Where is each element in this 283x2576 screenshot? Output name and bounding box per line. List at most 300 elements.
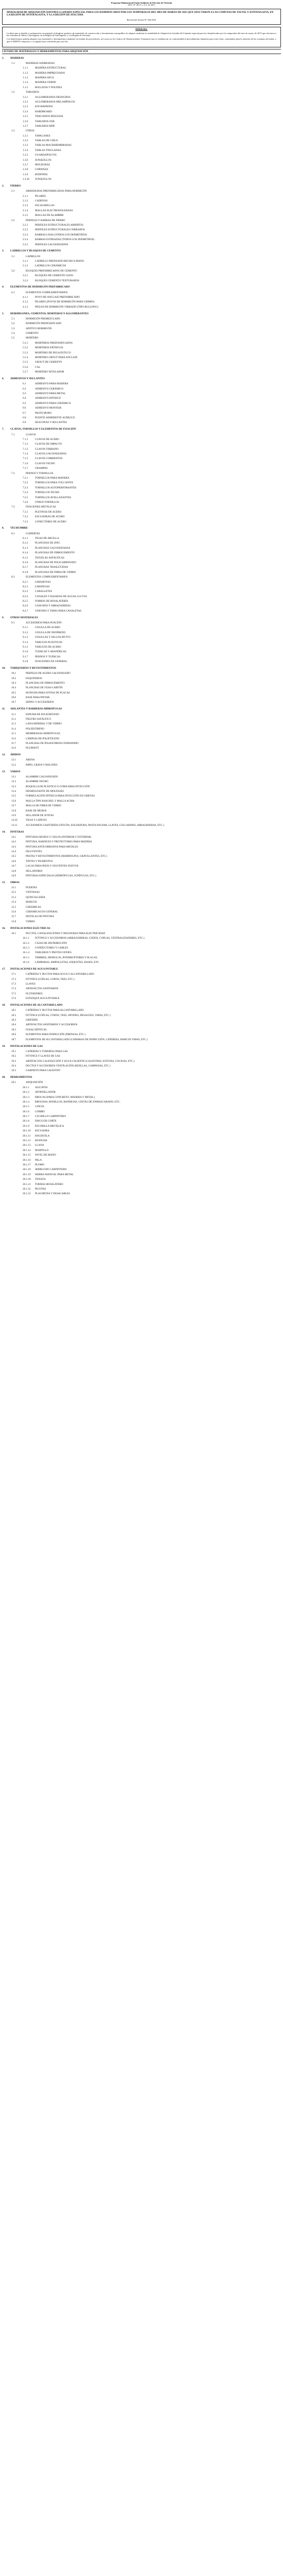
list-item xyxy=(2,341,281,346)
resolution-number: Resolución Exenta N° 434/2015 xyxy=(127,18,156,21)
item-number: 20.1.6 xyxy=(23,1110,29,1113)
list-item xyxy=(2,1187,281,1192)
item-number: 17.4 xyxy=(11,987,16,991)
item-label: ATORNILLADOR xyxy=(35,1091,56,1094)
materials-list xyxy=(2,55,281,1197)
item-label: PISTOLAS DE PINTURA xyxy=(26,915,55,919)
item-number: 8.2.6 xyxy=(23,604,28,608)
item-number: 13.3 xyxy=(11,785,16,788)
item-label: INSTALACIONES DE AGUA POTABLE xyxy=(10,968,58,971)
list-item xyxy=(2,447,281,452)
list-item xyxy=(2,520,281,524)
item-label: ADHESIVO CERÁMICO xyxy=(35,387,64,391)
list-item xyxy=(2,100,281,105)
item-label: LIMAHOYAS xyxy=(35,580,51,584)
item-number: 11.4 xyxy=(11,727,16,731)
list-item xyxy=(2,1090,281,1095)
item-number: 11.5 xyxy=(11,732,16,736)
item-label: FOSAS SÉPTICAS xyxy=(26,1028,47,1031)
item-number: 16.1.1 xyxy=(23,937,29,940)
item-number: 8.2.2 xyxy=(23,585,28,588)
item-number: 20.1.1 xyxy=(23,1086,29,1089)
item-label: PLANCHAS DE YESO-CARTÓN xyxy=(26,686,63,690)
list-item xyxy=(2,946,281,951)
item-number: 9.1.2 xyxy=(23,631,28,634)
item-number: 7.2.1 xyxy=(23,477,28,480)
list-item xyxy=(2,595,281,599)
item-number: 18.4 xyxy=(11,1023,16,1027)
item-label: SELLADORES xyxy=(26,869,43,873)
item-number: 9.1.5 xyxy=(23,645,28,649)
item-number: 16. xyxy=(2,926,6,930)
section-heading xyxy=(2,1043,281,1049)
item-label: ENCHAPADOS xyxy=(35,105,53,109)
item-label: TABLEROS OSB xyxy=(35,120,55,123)
list-item xyxy=(2,804,281,808)
item-number: 20.1.4 xyxy=(23,1100,29,1104)
item-number: 1.3.3 xyxy=(23,144,28,147)
item-label: BOQUILLA DE PLÁSTICO O GOMA PARA INYECCIÓN xyxy=(26,785,90,788)
item-label: ADHESIVO PARA METAL xyxy=(35,392,66,396)
item-label: ARTEFACTOS SANITARIOS xyxy=(26,987,59,991)
list-item xyxy=(2,789,281,794)
item-number: 7.1.2 xyxy=(23,443,28,446)
item-number: 2.1.3 xyxy=(23,204,28,208)
list-item xyxy=(2,291,281,295)
list-item xyxy=(2,331,281,336)
item-number: 3.2.2 xyxy=(23,279,28,282)
item-label: FITTINGS (COPLAS, CODOS, TEES, SIFONES, DESAGÜES, TAPAS, ETC.) xyxy=(26,1013,111,1017)
list-item xyxy=(2,713,281,717)
item-label: JUNQUILLOS xyxy=(35,158,51,162)
item-label: TABLAS DE CIELO xyxy=(35,139,58,143)
definition-title: Definición: xyxy=(135,28,148,31)
item-label: SILICONAS Y SELLANTES xyxy=(35,421,67,425)
list-item xyxy=(2,635,281,640)
list-item xyxy=(2,659,281,664)
item-label: MALLA DE FIBRA DE VIDRIO xyxy=(26,804,61,808)
list-item xyxy=(2,1080,281,1085)
list-item xyxy=(2,336,281,341)
item-label: TABLAS TINGLADAS xyxy=(35,148,61,152)
list-item xyxy=(2,213,281,218)
item-label: PLANCHAS DE FIBROCEMENTO xyxy=(26,681,65,685)
item-number: 6.1 xyxy=(23,382,26,386)
item-label: MORTEROS PREDOSIFICADOS xyxy=(35,341,73,345)
list-item xyxy=(2,481,281,485)
list-item xyxy=(2,510,281,515)
item-number: 17.6 xyxy=(11,997,16,1001)
item-number: 7.1.1 xyxy=(23,437,28,441)
item-label: PLANCHAS DE POLICARBONATO xyxy=(35,561,77,564)
item-number: 5.5.5 xyxy=(23,361,28,364)
list-item xyxy=(2,173,281,177)
item-number: 9.1.4 xyxy=(23,640,28,644)
list-item xyxy=(2,1119,281,1124)
item-number: 2.2.1 xyxy=(23,224,28,227)
list-item xyxy=(2,1032,281,1037)
item-label: DUCTOS Y ACCESORIOS VENTILACIÓN (REJILLAS, CAMPANAS, ETC.) xyxy=(26,1064,111,1067)
section-heading xyxy=(2,752,281,758)
item-label: MADERAS xyxy=(10,56,24,60)
list-item xyxy=(2,775,281,779)
item-label: TORNILLOS TECHO xyxy=(35,491,60,495)
modality-title: MODALIDAD DE ADQUISICIÓN ASISTIDA LLAMADO ESPECIAL PARA LOS DAMNIFICADOS POR LOS TEMPORALES DEL MES DE MARZO DE 2015 QUE AFECTARON A LAS COMUNAS DE TALTAL Y ANTOFAGASTA, EN LA REGIÓN DE ANTOFAGASTA, Y A LA REGIÓN DE ATACAMA xyxy=(7,11,274,16)
item-number: 12. xyxy=(2,753,6,757)
item-number: 2.1.1 xyxy=(23,194,28,198)
item-number: 1.3.4 xyxy=(23,148,28,152)
item-number: 1. xyxy=(2,56,4,60)
list-item xyxy=(2,551,281,555)
list-item xyxy=(2,977,281,982)
item-number: 20.1.14 xyxy=(23,1148,31,1152)
item-number: 8.2.4 xyxy=(23,595,28,598)
list-item xyxy=(2,717,281,722)
document-page xyxy=(2,2,281,2576)
item-label: ADHESIVOS Y SELLANTES xyxy=(10,377,45,381)
item-label: TIMBRES, MODULOS, INTERRUPTORES Y PLACAS xyxy=(35,956,97,959)
item-label: GOLILLAS Y SELLOS DE PVC xyxy=(35,636,71,639)
item-label: MOLDURAS xyxy=(35,163,50,167)
section-heading xyxy=(2,1074,281,1080)
item-label: ACCESORIOS GASFITERÍA (TEFLÓN, SOLDADURA, PASTA SOLDAR, LLAVES, COLLARINES, ABRAZADERAS, ETC.) xyxy=(26,823,164,827)
item-number: 1.1.1 xyxy=(23,66,28,70)
list-item xyxy=(2,565,281,570)
item-number: 9.1.3 xyxy=(23,636,28,639)
item-label: POLIESTIRENO xyxy=(26,727,44,731)
section-heading xyxy=(2,879,281,886)
list-item xyxy=(2,1148,281,1153)
list-item xyxy=(2,274,281,278)
item-number: 1.1 xyxy=(11,61,15,65)
item-label: PERNOS Y TORNILLOS xyxy=(26,471,54,475)
item-label: LADRILLO PRENSADO HECHO A MANO xyxy=(35,260,84,263)
list-item xyxy=(2,794,281,799)
item-number: 1.3.6 xyxy=(23,158,28,162)
item-number: 1.2.1 xyxy=(23,95,28,99)
item-number: 20.1 xyxy=(11,1081,16,1084)
list-item xyxy=(2,854,281,859)
list-item xyxy=(2,259,281,264)
item-label: ESCALERILLAS xyxy=(35,204,55,208)
item-label: TORNILLOS AUTOPERFORANTES xyxy=(35,486,77,489)
item-number: 11.1 xyxy=(11,713,16,716)
item-label: MADERA IMPREGNADA xyxy=(35,71,65,75)
item-number: 6.9 xyxy=(23,421,26,425)
item-label: PUENTE ADHERENTE ACRÍLICO xyxy=(35,416,75,420)
list-item xyxy=(2,960,281,965)
item-number: 1.1.2 xyxy=(23,71,28,75)
item-label: TABLAS MACHIHEMBRADAS xyxy=(35,144,72,147)
item-label: PERFILES GALVANIZADOS xyxy=(35,243,68,246)
item-number: 19.2 xyxy=(11,1055,16,1058)
item-number: 16.1.2 xyxy=(23,941,29,945)
definition-paragraph-1: La línea que se detalla a continuación corresponde al desglose genérico de materiales de construcción y herramientas susceptibles de adquirir mediante la modalidad de Adquisición Asistida del Llamado especial para los damnificados por los temporales del mes de marzo de 2015 que afectaron a las comunas de Taltal y Antofagasta, en la Región de Antofagasta, y a la Región de Atacama. xyxy=(7,31,276,37)
item-label: DUCTOS, CANALIZACIONES Y MOLDURAS PARA ELECTRICIDAD xyxy=(26,931,105,935)
list-item xyxy=(2,321,281,326)
section-heading xyxy=(2,925,281,931)
item-label: DESMOLDANTE DE MOLDAJES xyxy=(26,790,64,793)
item-number: 14.5 xyxy=(11,855,16,858)
list-item xyxy=(2,640,281,645)
item-label: BARRAS LISAS (TODOS LOS DIÁMETROS) xyxy=(35,233,87,236)
item-number: 7.2.2 xyxy=(23,481,28,485)
item-number: 15.7 xyxy=(11,915,16,919)
list-item xyxy=(2,570,281,575)
item-number: 11. xyxy=(2,707,6,711)
item-label: TERCIADOS MOLDAJE xyxy=(35,115,63,118)
item-label: MALLAS DE ALAMBRE xyxy=(35,214,64,217)
item-label: GRIFERÍA xyxy=(26,1019,38,1022)
item-label: AGLOMERADOS DESNUDOS xyxy=(35,95,70,99)
item-label: LADRILLOS xyxy=(26,255,41,258)
item-number: 1.2.4 xyxy=(23,110,28,113)
list-item xyxy=(2,351,281,355)
list-item xyxy=(2,396,281,401)
item-label: ESQUINEROS xyxy=(26,676,42,680)
list-item xyxy=(2,295,281,300)
item-number: 3.2 xyxy=(11,269,15,273)
item-label: PASTAS Y REVESTIMIENTOS (MARMOLINA, GRAVILLANTES, ETC.) xyxy=(26,855,108,858)
list-item xyxy=(2,737,281,741)
item-label: BLOQUES PREFABRICADOS DE CEMENTO xyxy=(26,269,77,273)
item-label: VIDRIO xyxy=(26,920,35,923)
list-item xyxy=(2,218,281,223)
item-number: 17.2 xyxy=(11,977,16,981)
item-number: 15.5 xyxy=(11,905,16,909)
program-title: Programa Habitacional Fondo Solidario de Elección de Vivienda xyxy=(111,2,172,4)
list-item xyxy=(2,914,281,919)
item-number: 10.7 xyxy=(11,701,16,704)
item-number: 20.1.16 xyxy=(23,1158,31,1162)
item-label: ACCESORIOS PARA FIJACIÓN xyxy=(26,621,62,624)
item-label: PILARES (POYOS DE HORMIGÓN PARA CIERRO) xyxy=(35,300,95,304)
item-label: ELEMENTOS DE ALCANTARILLADO (CÁMARAS DE INSPECCIÓN, CAÑERÍAS, MARCOS TAPAS, ETC.) xyxy=(26,1038,148,1041)
list-item xyxy=(2,1143,281,1148)
list-item xyxy=(2,599,281,604)
item-label: CLAVOS GALVANIZADOS xyxy=(35,452,67,456)
item-number: 6.3 xyxy=(23,392,26,396)
item-label: OTROS TORNILLOS xyxy=(35,500,59,504)
item-label: HERRAMIENTAS xyxy=(10,1076,32,1079)
item-label: MARCOS xyxy=(26,901,37,904)
item-label: CANALES Y BAJADAS DE AGUAS LLUVIA xyxy=(35,595,87,598)
list-item xyxy=(2,401,281,406)
list-item xyxy=(2,1182,281,1187)
section-heading xyxy=(2,248,281,254)
item-label: PINTURA ANTICORROSIVA PARA METALES xyxy=(26,845,78,849)
item-label: PASTA MURO xyxy=(35,411,52,415)
item-number: 6.8 xyxy=(23,416,26,420)
item-number: 15.2 xyxy=(11,891,16,894)
item-label: FITTINGS Y ACCESORIOS (ABRAZADERAS, CODOS, COPLAS, CENTRALIZADORES, ETC.) xyxy=(35,937,145,940)
item-label: HUINCHA PARA JUNTAS DE PLACAS xyxy=(26,691,70,694)
item-number: 15.1 xyxy=(11,886,16,890)
list-item xyxy=(2,1023,281,1027)
item-label: TORNILLOS PARA MADERA xyxy=(35,477,69,480)
item-number: 15.4 xyxy=(11,901,16,904)
item-number: 20.1.5 xyxy=(23,1105,29,1109)
list-item xyxy=(2,433,281,437)
list-item xyxy=(2,153,281,158)
item-label: PILARES xyxy=(35,194,46,198)
item-number: 5.5.4 xyxy=(23,356,28,360)
list-item xyxy=(2,741,281,746)
item-number: 8.2 xyxy=(11,575,15,579)
item-label: TIJERAS HOJALATERO xyxy=(35,1182,63,1186)
item-number: 5.5.6 xyxy=(23,365,28,369)
item-label: FITTINGS Y LLAVES DE GAS xyxy=(26,1055,60,1058)
list-item xyxy=(2,1114,281,1119)
item-number: 20.1.21 xyxy=(23,1182,31,1186)
list-item xyxy=(2,845,281,850)
item-number: 6.5 xyxy=(23,401,26,405)
item-number: 13.4 xyxy=(11,790,16,793)
list-item xyxy=(2,859,281,864)
item-number: 1.3 xyxy=(11,129,15,133)
item-label: BROCHAS, RODILLOS, BANDEJAS, CINTAS DE ENMASCARADO, ETC. xyxy=(35,1100,121,1104)
list-item xyxy=(2,840,281,844)
item-label: PERFILES ESTRUCTURALES ABIERTOS xyxy=(35,224,83,227)
item-number: 13.5 xyxy=(11,794,16,798)
list-item xyxy=(2,585,281,589)
list-item xyxy=(2,515,281,519)
item-number: 5.3 xyxy=(11,327,15,330)
item-number: 18. xyxy=(2,1004,6,1007)
item-label: TAPACANES xyxy=(35,134,50,138)
list-item xyxy=(2,941,281,946)
item-label: ARTEFACTOS SANITARIOS Y ACCESORIOS xyxy=(26,1023,78,1027)
item-label: MARTILLO xyxy=(35,1148,49,1152)
item-number: 8.1.8 xyxy=(23,570,28,574)
item-number: 20.1.10 xyxy=(23,1129,31,1133)
item-number: 10.4 xyxy=(11,686,16,690)
item-number: 8.1 xyxy=(11,532,15,535)
list-item xyxy=(2,90,281,95)
list-item xyxy=(2,300,281,304)
item-label: CLAVOS DE IMPACTO xyxy=(35,443,62,446)
document-header xyxy=(2,2,281,7)
list-item xyxy=(2,143,281,148)
item-number: 7.1.3 xyxy=(23,447,28,451)
item-number: 1.1.5 xyxy=(23,86,28,89)
item-number: 20.1.19 xyxy=(23,1173,31,1176)
item-number: 7.3.2 xyxy=(23,515,28,519)
item-number: 10.6 xyxy=(11,696,16,700)
list-item xyxy=(2,1059,281,1064)
item-number: 8.1.7 xyxy=(23,566,28,569)
item-label: CAÑERÍAS Y TUBERÍAS PARA GAS xyxy=(26,1049,68,1053)
item-number: 8.1.5 xyxy=(23,556,28,560)
item-label: ELEMENTOS DE HORMIGÓN PREFABRICADO xyxy=(10,285,70,289)
item-label: INSTALACIONES ELÉCTRICAS xyxy=(10,926,50,930)
list-item xyxy=(2,500,281,505)
list-item xyxy=(2,920,281,924)
item-label: MALLA TIPO RASCHEL Y MALLA ACMA xyxy=(26,799,75,803)
item-number: 7. xyxy=(2,428,4,431)
item-label: FIERRO xyxy=(10,184,21,188)
item-label: FITTINGS (COPLAS, CODOS, TEES, ETC.) xyxy=(26,977,75,981)
item-number: 11.2 xyxy=(11,717,16,721)
item-number: 10. xyxy=(2,666,6,670)
list-item xyxy=(2,86,281,90)
item-number: 14.6 xyxy=(11,859,16,863)
item-label: ADHESIVO MONTAJE xyxy=(35,406,62,410)
list-item xyxy=(2,650,281,654)
item-number: 1.3.2 xyxy=(23,139,28,143)
decree-reference: (D.S. N° 49 (V. y U.), de 2011 xyxy=(128,4,155,7)
list-item xyxy=(2,1064,281,1069)
item-label: BASE PARA PINTAR xyxy=(26,696,50,700)
item-number: 7.1 xyxy=(11,433,15,436)
item-number: 14.8 xyxy=(11,869,16,873)
item-label: LLANA xyxy=(35,1144,44,1147)
list-item xyxy=(2,486,281,490)
item-number: 8.1.2 xyxy=(23,541,28,545)
item-number: 20.1.17 xyxy=(23,1163,31,1166)
item-label: LADRILLOS Y BLOQUES DE CEMENTO xyxy=(10,249,61,253)
list-item xyxy=(2,71,281,76)
item-label: TEJUELAS ASFÁLTICAS xyxy=(35,556,65,560)
list-item xyxy=(2,1086,281,1090)
list-item xyxy=(2,189,281,194)
item-label: ADITIVO HORMIGÓN xyxy=(26,327,52,330)
item-label: PLOMO xyxy=(35,1163,45,1166)
item-label: ELEMENTOS PARA INSPECCIÓN (PRENSAS, ETC.) xyxy=(26,1033,86,1037)
item-number: 15.3 xyxy=(11,895,16,899)
item-number: 7.3.1 xyxy=(23,510,28,514)
item-number: 1.1.3 xyxy=(23,76,28,79)
item-label: DISCO DE CORTE xyxy=(35,1120,57,1123)
item-label: PLUMAVIT xyxy=(26,747,39,750)
item-number: 13.6 xyxy=(11,799,16,803)
list-item xyxy=(2,676,281,681)
item-label: ESCOBILLA METÁLICA xyxy=(35,1124,64,1128)
item-label: SELLADOR DE JUNTAS xyxy=(26,814,54,817)
item-number: 20. xyxy=(2,1076,6,1079)
item-number: 2.1.5 xyxy=(23,214,28,217)
item-label: MORTERO xyxy=(26,336,39,340)
section-heading xyxy=(2,426,281,432)
item-number: 12.1 xyxy=(11,758,16,762)
list-item xyxy=(2,951,281,955)
list-item xyxy=(2,114,281,119)
item-label: ESTANQUE AGUA POTABLE xyxy=(26,997,60,1001)
list-item xyxy=(2,1173,281,1177)
item-label: PUERTAS xyxy=(26,886,37,890)
item-number: 20.1.22 xyxy=(23,1187,31,1191)
list-item xyxy=(2,982,281,987)
list-item xyxy=(2,604,281,608)
item-label: ADQUISICIÓN xyxy=(26,1081,43,1084)
list-item xyxy=(2,1153,281,1158)
list-item xyxy=(2,541,281,546)
list-item xyxy=(2,609,281,614)
list-item xyxy=(2,420,281,425)
item-label: PINTURAS MUROS Y CIELOS (INTERIOR Y EXTERIOR) xyxy=(26,835,92,839)
list-item xyxy=(2,1134,281,1139)
list-item xyxy=(2,365,281,370)
item-number: 8.2.3 xyxy=(23,590,28,594)
list-item xyxy=(2,382,281,386)
list-item xyxy=(2,936,281,941)
item-label: GANCHOS Y ABRAZADERAS xyxy=(35,604,71,608)
item-number: 16.1 xyxy=(11,931,16,935)
item-label: ROLLIZOS Y POLINES xyxy=(35,86,62,89)
list-item xyxy=(2,163,281,167)
item-number: 6.6 xyxy=(23,406,26,410)
item-label: CAL xyxy=(35,365,41,369)
